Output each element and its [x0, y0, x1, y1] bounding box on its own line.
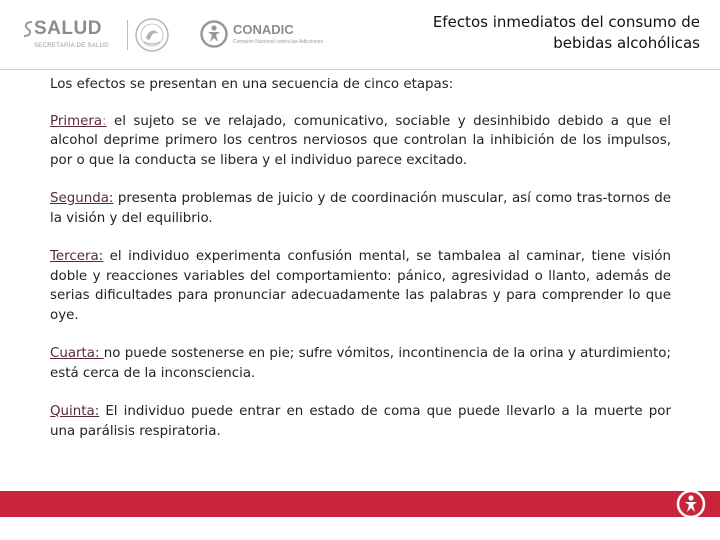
header-divider	[0, 69, 720, 70]
stage-heading: Segunda:	[50, 191, 114, 206]
stage-heading: Cuarta:	[50, 346, 104, 361]
stage-primera	[50, 112, 671, 171]
salud-swirl-icon	[22, 20, 34, 38]
salud-subtitle: SECRETARÍA DE SALUD	[34, 43, 109, 49]
salud-wordmark: SALUD	[34, 18, 102, 39]
stage-heading-label: Primera	[50, 113, 103, 129]
conadic-logo-icon	[200, 20, 228, 48]
stage-text: presenta problemas de juicio y de coordinación muscular, así como tras-tornos de la visión y del equilibrio.	[50, 191, 671, 226]
slide-header	[0, 0, 720, 68]
stage-tercera	[50, 247, 671, 325]
stage-heading: Quinta:	[50, 404, 100, 419]
slide-title	[320, 12, 700, 54]
stage-text: el sujeto se ve relajado, comunicativo, sociable y desinhibido debido a que el alcohol deprime primero los centros nerviosos que controlan la inhibición de los impulsos, por o que la conducta se libera y el individuo parece excitado.	[50, 113, 671, 168]
stage-text: no puede sostenerse en pie; sufre vómitos, incontinencia de la orina y aturdimiento; está cerca de la inconsciencia.	[50, 346, 671, 381]
stage-heading	[50, 114, 107, 129]
slide-title-line1: Efectos inmediatos del consumo de	[432, 13, 700, 31]
conadic-wordmark: CONADIC	[233, 22, 294, 37]
stage-cuarta	[50, 344, 671, 383]
salud-logo	[22, 16, 182, 56]
slide-body	[50, 75, 671, 460]
footer-space	[0, 517, 720, 540]
stage-text: el individuo experimenta confusión mental, se tambalea al caminar, tiene visión doble y reacciones variables del comportamiento: pánico, agresividad o llanto, además de serias dificultades para pronunciar adecuadamente las palabras y para comprender lo que oye.	[50, 249, 671, 323]
stage-segunda	[50, 189, 671, 228]
logo-divider	[127, 20, 128, 50]
conadic-logo	[200, 18, 330, 52]
conadic-footer-icon	[676, 489, 706, 519]
stage-heading: Tercera:	[50, 249, 104, 264]
stage-heading-colon: :	[102, 113, 107, 129]
mexico-seal-icon	[134, 16, 170, 54]
stage-quinta	[50, 402, 671, 441]
slide-title-line2: bebidas alcohólicas	[553, 34, 700, 52]
footer-bar	[0, 491, 720, 517]
conadic-subtitle: Comisión Nacional contra las Adicciones	[233, 39, 324, 45]
stage-text: El individuo puede entrar en estado de coma que puede llevarlo a la muerte por una parálisis respiratoria.	[50, 404, 671, 439]
intro-text: Los efectos se presentan en una secuencia de cinco etapas:	[50, 77, 454, 92]
